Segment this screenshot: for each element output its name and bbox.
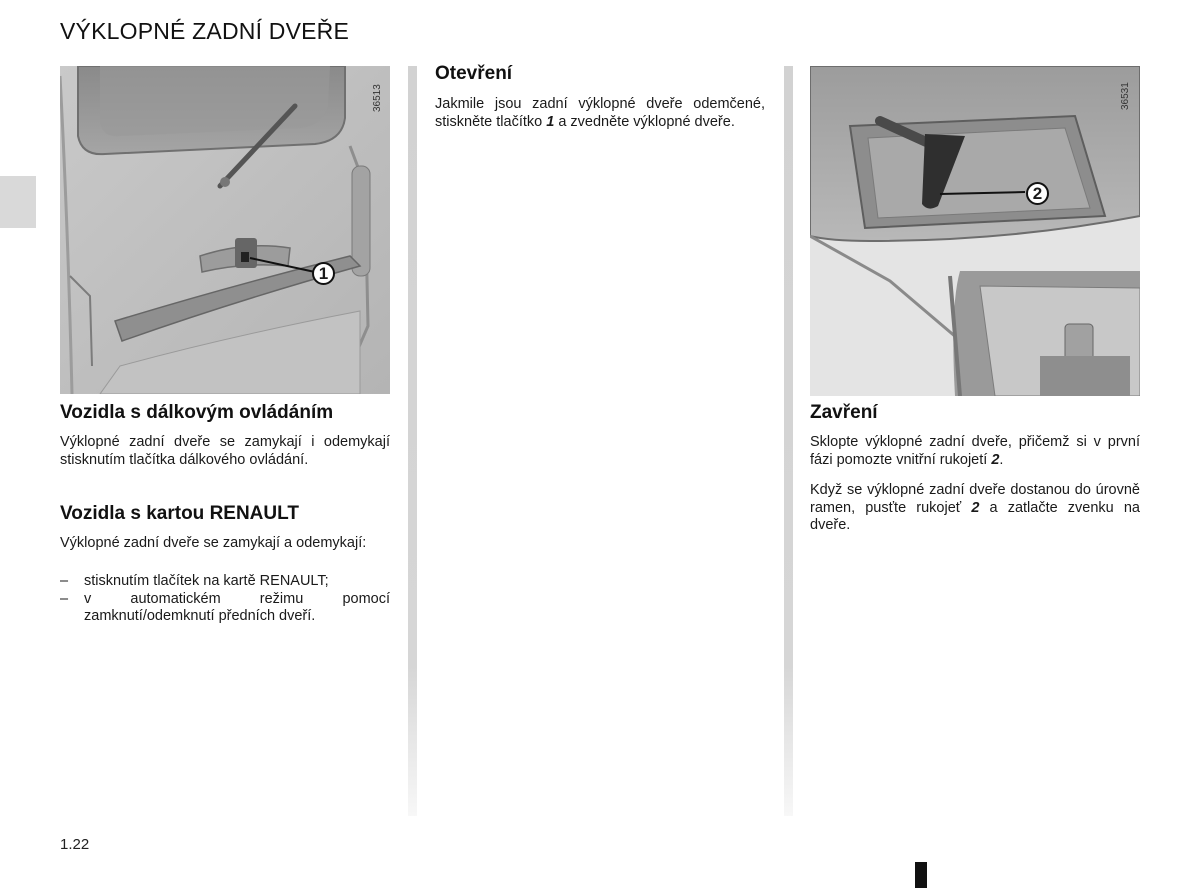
figure-code: 36513 <box>372 84 383 112</box>
callout-ref: 1 <box>546 113 555 130</box>
section-text-opening <box>435 96 765 131</box>
bullet-text: stisknutím tlačítek na kartě RENAULT; <box>84 573 329 589</box>
page-marker <box>915 862 927 888</box>
rear-door-illustration <box>60 66 390 394</box>
callout-2: 2 <box>1026 182 1049 205</box>
text-run: Jakmile jsou zadní výklopné dveře odemčené, stiskněte tlačítko <box>435 96 765 130</box>
section-heading-remote: Vozidla s dálkovým ovládáním <box>60 402 334 423</box>
list-item <box>60 573 390 591</box>
bullet-dash: – <box>60 590 69 607</box>
page-title: VÝKLOPNÉ ZADNÍ DVEŘE <box>60 18 350 44</box>
text-run: Když se výklopné zadní dveře dostanou do úrovně ramen, pusťte rukojeť <box>810 482 1140 516</box>
section-text-closing-2 <box>810 482 1140 535</box>
open-tailgate-illustration <box>810 66 1140 396</box>
text-run: Sklopte výklopné zadní dveře, přičemž si v první fázi pomozte vnitřní rukojetí <box>810 434 1140 468</box>
section-text-closing-1 <box>810 434 1140 469</box>
rear-door-drawing <box>60 66 390 394</box>
text-run: . <box>999 451 1004 468</box>
list-item <box>60 591 390 626</box>
figure-code: 36531 <box>1120 82 1131 110</box>
page-number: 1.22 <box>60 836 90 853</box>
callout-ref: 2 <box>971 499 980 516</box>
text-run: a zatlačte zvenku na dveře. <box>810 499 1140 533</box>
section-intro-card: Výklopné zadní dveře se zamykají a odemykají: <box>60 535 367 551</box>
callout-1: 1 <box>312 262 335 285</box>
text-run: a zvedněte výklopné dveře. <box>554 113 735 130</box>
bullet-text: v automatickém režimu pomocí zamknutí/odemknutí předních dveří. <box>84 590 390 624</box>
chapter-tab <box>0 176 36 228</box>
section-heading-opening: Otevření <box>435 63 513 84</box>
column-divider <box>408 66 417 816</box>
callout-ref: 2 <box>991 451 1000 468</box>
bullet-dash: – <box>60 573 69 589</box>
open-tailgate-drawing <box>810 66 1140 396</box>
column-divider <box>784 66 793 816</box>
section-text-remote: Výklopné zadní dveře se zamykají i odemykají stisknutím tlačítka dálkového ovládání. <box>60 434 390 468</box>
bullet-list <box>60 573 390 626</box>
section-heading-closing: Zavření <box>810 402 878 423</box>
section-heading-card: Vozidla s kartou RENAULT <box>60 503 299 524</box>
